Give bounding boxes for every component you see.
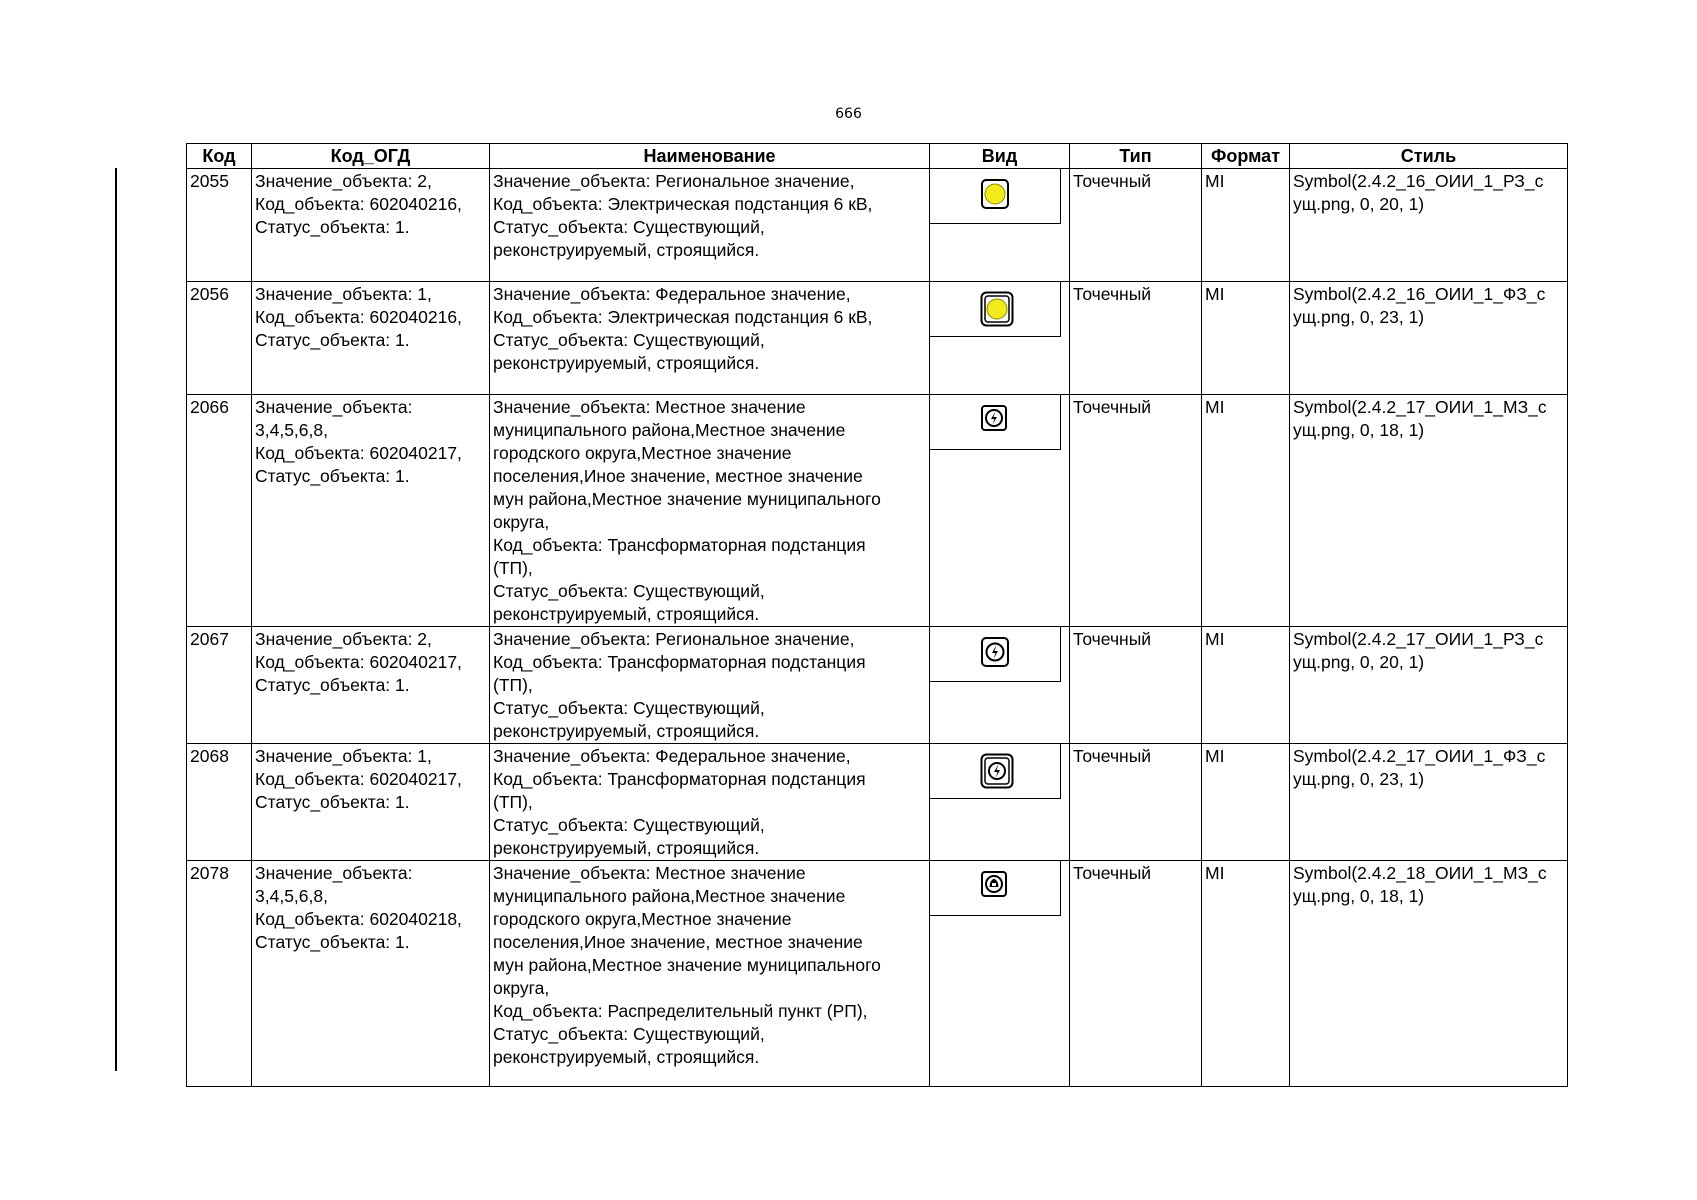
margin-bar — [115, 168, 117, 1071]
cell-ogd: Значение_объекта: 2, Код_объекта: 602040217, Статус_объекта: 1. — [252, 627, 490, 744]
table-row — [187, 861, 1568, 1087]
table-row — [187, 627, 1568, 744]
header-style: Стиль — [1290, 144, 1568, 169]
header-format: Формат — [1202, 144, 1290, 169]
cell-type: Точечный — [1070, 395, 1202, 627]
table-row — [187, 169, 1568, 282]
cell-ogd: Значение_объекта: 3,4,5,6,8, Код_объекта: 602040217, Статус_объекта: 1. — [252, 395, 490, 627]
cell-view — [930, 744, 1070, 861]
cell-view — [930, 282, 1070, 395]
cell-style: Symbol(2.4.2_17_ОИИ_1_ФЗ_с ущ.png, 0, 23, 1) — [1290, 744, 1568, 861]
cell-type: Точечный — [1070, 282, 1202, 395]
header-view: Вид — [930, 144, 1070, 169]
table-row — [187, 282, 1568, 395]
header-type: Тип — [1070, 144, 1202, 169]
cell-format: MI — [1202, 744, 1290, 861]
symbol-preview — [930, 169, 1061, 224]
table-header-row — [187, 144, 1568, 169]
symbols-table — [186, 143, 1568, 1087]
cell-view — [930, 627, 1070, 744]
page-number: 666 — [835, 106, 862, 122]
symbol-preview — [930, 744, 1061, 799]
cell-type: Точечный — [1070, 744, 1202, 861]
cell-name: Значение_объекта: Региональное значение, Код_объекта: Трансформаторная подстанция (ТП), Статус_объекта: Существующий, реконструируемый, строящийся. — [490, 627, 930, 744]
cell-name: Значение_объекта: Местное значение муниципального района,Местное значение городского округа,Местное значение поселения,Иное значение, местное значение мун района,Местное значение муниципального округа, Код_объекта: Распределительный пункт (РП), Статус_объекта: Существующий, реконструируемый, строящийся. — [490, 861, 930, 1087]
cell-name: Значение_объекта: Федеральное значение, Код_объекта: Электрическая подстанция 6 кВ, Статус_объекта: Существующий, реконструируемый, строящийся. — [490, 282, 930, 395]
symbol-preview — [930, 627, 1061, 682]
cell-format: MI — [1202, 627, 1290, 744]
cell-type: Точечный — [1070, 169, 1202, 282]
cell-style: Symbol(2.4.2_16_ОИИ_1_РЗ_с ущ.png, 0, 20, 1) — [1290, 169, 1568, 282]
cell-ogd: Значение_объекта: 1, Код_объекта: 602040216, Статус_объекта: 1. — [252, 282, 490, 395]
cell-code: 2066 — [187, 395, 252, 627]
cell-name: Значение_объекта: Федеральное значение, Код_объекта: Трансформаторная подстанция (ТП), Статус_объекта: Существующий, реконструируемый, строящийся. — [490, 744, 930, 861]
cell-style: Symbol(2.4.2_17_ОИИ_1_РЗ_с ущ.png, 0, 20, 1) — [1290, 627, 1568, 744]
header-name: Наименование — [490, 144, 930, 169]
cell-name: Значение_объекта: Региональное значение, Код_объекта: Электрическая подстанция 6 кВ, Статус_объекта: Существующий, реконструируемый, строящийся. — [490, 169, 930, 282]
cell-ogd: Значение_объекта: 3,4,5,6,8, Код_объекта: 602040218, Статус_объекта: 1. — [252, 861, 490, 1087]
symbol-preview — [930, 395, 1061, 450]
table-row — [187, 744, 1568, 861]
cell-style: Symbol(2.4.2_17_ОИИ_1_МЗ_с ущ.png, 0, 18, 1) — [1290, 395, 1568, 627]
cell-code: 2068 — [187, 744, 252, 861]
cell-code: 2078 — [187, 861, 252, 1087]
header-ogd: Код_ОГД — [252, 144, 490, 169]
symbol-preview — [930, 861, 1061, 916]
cell-view — [930, 395, 1070, 627]
cell-ogd: Значение_объекта: 1, Код_объекта: 602040217, Статус_объекта: 1. — [252, 744, 490, 861]
cell-format: MI — [1202, 282, 1290, 395]
header-code: Код — [187, 144, 252, 169]
cell-view — [930, 169, 1070, 282]
cell-style: Symbol(2.4.2_18_ОИИ_1_МЗ_с ущ.png, 0, 18, 1) — [1290, 861, 1568, 1087]
symbol-preview — [930, 282, 1061, 337]
cell-ogd: Значение_объекта: 2, Код_объекта: 602040216, Статус_объекта: 1. — [252, 169, 490, 282]
cell-name: Значение_объекта: Местное значение муниципального района,Местное значение городского округа,Местное значение поселения,Иное значение, местное значение мун района,Местное значение муниципального округа, Код_объекта: Трансформаторная подстанция (ТП), Статус_объекта: Существующий, реконструируемый, строящийся. — [490, 395, 930, 627]
cell-view — [930, 861, 1070, 1087]
cell-format: MI — [1202, 861, 1290, 1087]
cell-format: MI — [1202, 169, 1290, 282]
cell-format: MI — [1202, 395, 1290, 627]
table-row — [187, 395, 1568, 627]
cell-type: Точечный — [1070, 627, 1202, 744]
cell-code: 2067 — [187, 627, 252, 744]
cell-style: Symbol(2.4.2_16_ОИИ_1_ФЗ_с ущ.png, 0, 23, 1) — [1290, 282, 1568, 395]
cell-code: 2055 — [187, 169, 252, 282]
cell-code: 2056 — [187, 282, 252, 395]
cell-type: Точечный — [1070, 861, 1202, 1087]
